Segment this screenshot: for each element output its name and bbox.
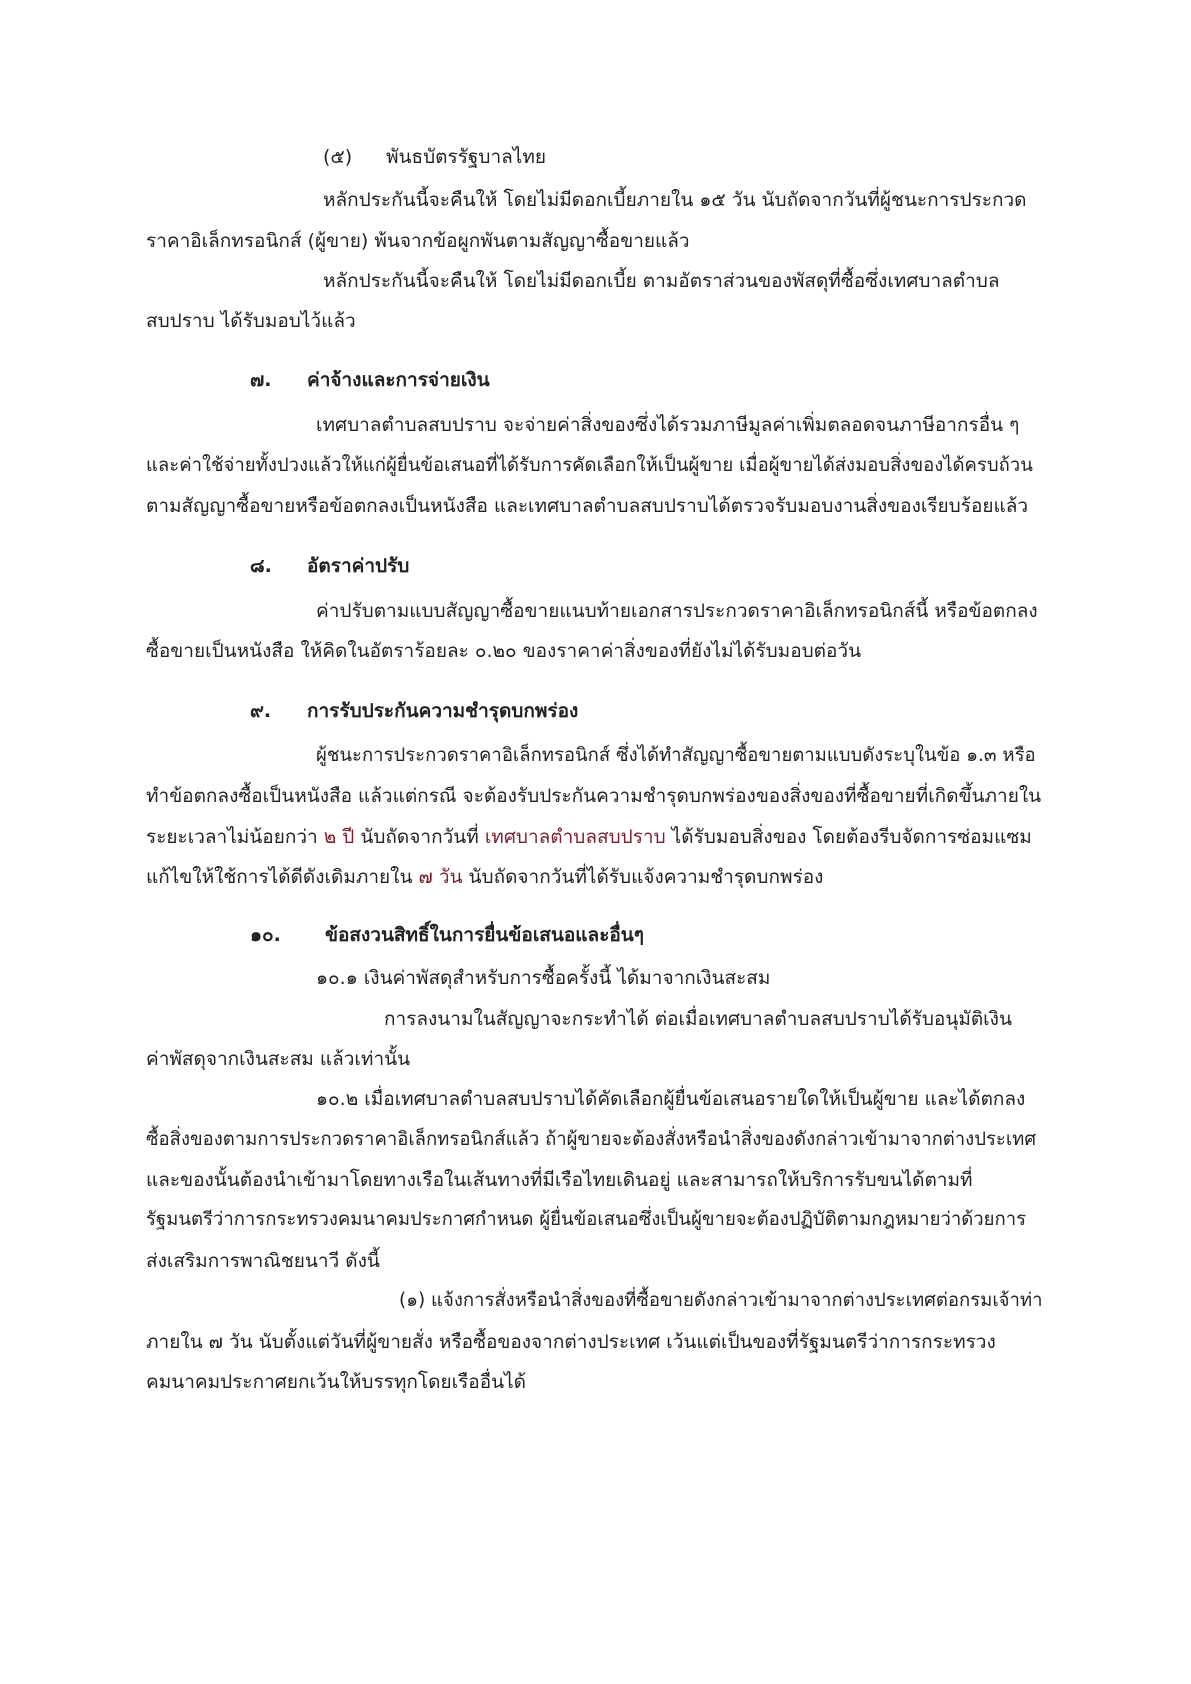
item-5-text: พันธบัตรรัฐบาลไทย	[386, 146, 546, 168]
warranty-period: ๒ ปี	[323, 826, 355, 848]
section-7-number: ๗.	[250, 369, 272, 391]
item-5	[323, 142, 546, 172]
section-10-heading	[250, 920, 644, 950]
item-1-line-2: ภายใน ๗ วัน นับตั้งแต่วันที่ผู้ขายสั่ง หรือซื้อของจากต่างประเทศ เว้นแต่เป็นของที่รัฐมนตรีว่าการกระทรวง	[146, 1331, 996, 1353]
section-9-line-1: ผู้ชนะการประกวดราคาอิเล็กทรอนิกส์ ซึ่งได้ทำสัญญาซื้อขายตามแบบดังระบุในข้อ ๑.๓ หรือ	[316, 745, 1036, 766]
section-9-line-3-part-a: ระยะเวลาไม่น้อยกว่า	[146, 826, 324, 848]
section-10-2-line-1: ๑๐.๒ เมื่อเทศบาลตำบลสบปราบได้คัดเลือกผู้ยื่นข้อเสนอรายใดให้เป็นผู้ขาย และได้ตกลง	[316, 1088, 1026, 1110]
paragraph-return-1-line-2: ราคาอิเล็กทรอนิกส์ (ผู้ขาย) พ้นจากข้อผูกพันตามสัญญาซื้อขายแล้ว	[146, 230, 690, 252]
paragraph-return-1-line-1: หลักประกันนี้จะคืนให้ โดยไม่มีดอกเบี้ยภายใน ๑๕ วัน นับถัดจากวันที่ผู้ชนะการประกวด	[323, 189, 1027, 211]
paragraph-return-2-line-1: หลักประกันนี้จะคืนให้ โดยไม่มีดอกเบี้ย ตามอัตราส่วนของพัสดุที่ซื้อซึ่งเทศบาลตำบล	[323, 270, 1000, 292]
section-10-2-line-4: รัฐมนตรีว่าการกระทรวงคมนาคมประกาศกำหนด ผู้ยื่นข้อเสนอซึ่งเป็นผู้ขายจะต้องปฏิบัติตามกฎหมายว่าด้วยการ	[146, 1209, 1027, 1230]
section-9-line-4-part-a: แก้ไขให้ใช้การได้ดีดังเดิมภายใน	[146, 866, 419, 888]
section-9-line-3-part-e: ได้รับมอบสิ่งของ โดยต้องรีบจัดการซ่อมแซม	[665, 826, 1032, 848]
section-9-line-4-part-c: นับถัดจากวันที่ได้รับแจ้งความชำรุดบกพร่อง	[462, 866, 824, 888]
municipality-name: เทศบาลตำบลสบปราบ	[484, 826, 666, 848]
section-10-1-line-3: ค่าพัสดุจากเงินสะสม แล้วเท่านั้น	[146, 1048, 411, 1070]
section-10-1-line-2: การลงนามในสัญญาจะกระทำได้ ต่อเมื่อเทศบาลตำบลสบปราบได้รับอนุมัติเงิน	[384, 1008, 1012, 1030]
section-9-title: การรับประกันความชำรุดบกพร่อง	[307, 700, 579, 722]
section-10-2-line-2: ซื้อสิ่งของตามการประกวดราคาอิเล็กทรอนิกส์แล้ว ถ้าผู้ขายจะต้องสั่งหรือนำสิ่งของดังกล่าวเข้ามาจากต่างประเทศ	[146, 1129, 1037, 1150]
section-10-2-line-3: และของนั้นต้องนำเข้ามาโดยทางเรือในเส้นทางที่มีเรือไทยเดินอยู่ และสามารถให้บริการรับขนได้ตามที่	[146, 1169, 973, 1191]
section-9-number: ๙.	[250, 700, 272, 722]
section-9-line-3-part-c: นับถัดจากวันที่	[354, 826, 485, 848]
section-7-line-1: เทศบาลตำบลสบปราบ จะจ่ายค่าสิ่งของซึ่งได้รวมภาษีมูลค่าเพิ่มตลอดจนภาษีอากรอื่น ๆ	[316, 414, 1020, 436]
item-5-number: (๕)	[323, 146, 353, 168]
section-8-line-2: ซื้อขายเป็นหนังสือ ให้คิดในอัตราร้อยละ ๐.๒๐ ของราคาค่าสิ่งของที่ยังไม่ได้รับมอบต่อวัน	[146, 640, 862, 662]
section-10-title: ข้อสงวนสิทธิ์ในการยื่นข้อเสนอและอื่นๆ	[325, 924, 645, 946]
repair-period: ๗ วัน	[418, 866, 463, 888]
section-8-title: อัตราค่าปรับ	[307, 555, 410, 577]
section-9-heading	[250, 696, 578, 726]
section-10-1-line-1: ๑๐.๑ เงินค่าพัสดุสำหรับการซื้อครั้งนี้ ได้มาจากเงินสะสม	[316, 967, 771, 989]
section-8-heading	[250, 551, 409, 581]
item-1-line-3: คมนาคมประกาศยกเว้นให้บรรทุกโดยเรืออื่นได้	[146, 1371, 526, 1393]
section-9-line-2: ทำข้อตกลงซื้อเป็นหนังสือ แล้วแต่กรณี จะต้องรับประกันความชำรุดบกพร่องของสิ่งของที่ซื้อขายที่เกิดขึ้นภายใน	[146, 785, 1042, 807]
item-1-line-1: (๑) แจ้งการสั่งหรือนำสิ่งของที่ซื้อขายดังกล่าวเข้ามาจากต่างประเทศต่อกรมเจ้าท่า	[399, 1290, 1043, 1311]
section-10-number: ๑๐.	[250, 924, 281, 946]
section-10-2-line-5: ส่งเสริมการพาณิชยนาวี ดังนี้	[146, 1250, 380, 1272]
section-9-line-3	[146, 822, 1032, 852]
section-9-line-4	[146, 862, 823, 892]
section-8-line-1: ค่าปรับตามแบบสัญญาซื้อขายแนบท้ายเอกสารประกวดราคาอิเล็กทรอนิกส์นี้ หรือข้อตกลง	[316, 600, 1038, 622]
section-7-heading	[250, 365, 490, 395]
section-7-line-2: และค่าใช้จ่ายทั้งปวงแล้วให้แก่ผู้ยื่นข้อเสนอที่ได้รับการคัดเลือกให้เป็นผู้ขาย เมื่อผู้ขายได้ส่งมอบสิ่งของได้ครบถ้วน	[146, 455, 1033, 476]
section-7-line-3: ตามสัญญาซื้อขายหรือข้อตกลงเป็นหนังสือ และเทศบาลตำบลสบปราบได้ตรวจรับมอบงานสิ่งของเรียบร้อยแล้ว	[146, 495, 1029, 517]
section-7-title: ค่าจ้างและการจ่ายเงิน	[307, 369, 490, 391]
section-8-number: ๘.	[250, 555, 272, 577]
paragraph-return-2-line-2: สบปราบ ได้รับมอบไว้แล้ว	[146, 310, 356, 332]
